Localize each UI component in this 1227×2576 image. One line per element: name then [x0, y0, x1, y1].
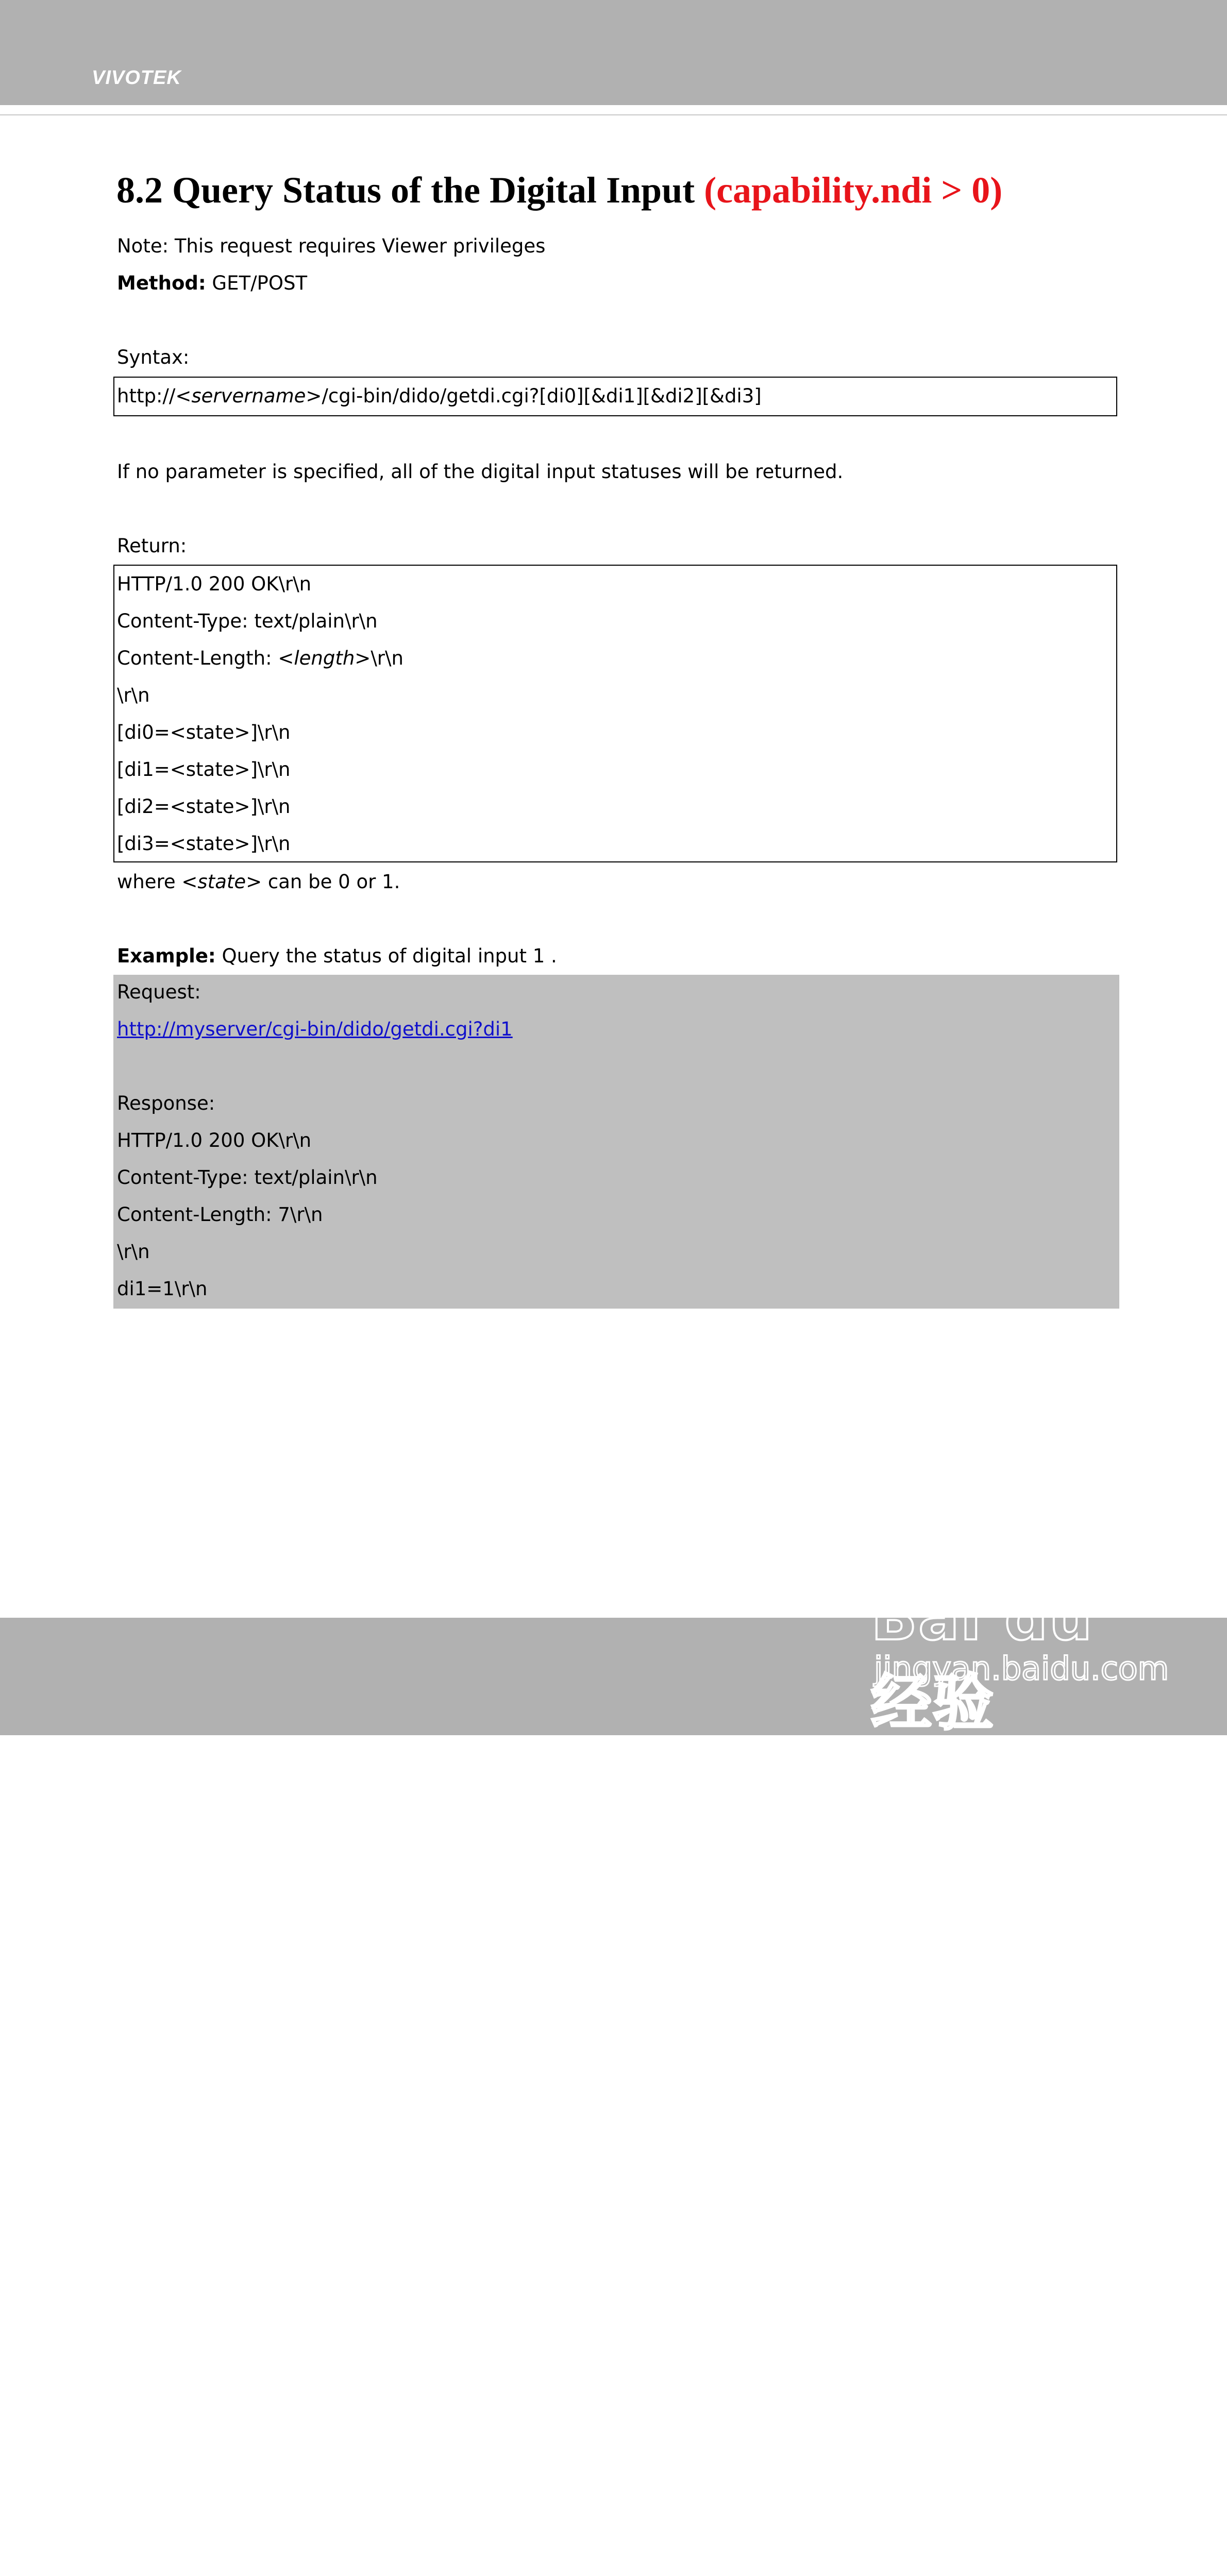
state-note: [117, 871, 400, 893]
section-title: [116, 168, 1002, 212]
syntax-url-suffix: /cgi-bin/dido/getdi.cgi?[di0][&di1][&di2][&di3]: [322, 385, 762, 407]
method-label: Method:: [117, 272, 206, 294]
return-box: [113, 565, 1117, 862]
method-line: [117, 272, 307, 295]
example-box: [113, 975, 1119, 1309]
content-length-var: <length>: [278, 647, 371, 669]
return-line: [di3=<state>]\r\n: [117, 833, 291, 855]
return-line: [di0=<state>]\r\n: [117, 721, 291, 743]
baidu-watermark: [871, 1551, 1169, 1738]
syntax-url-prefix: http://: [117, 385, 176, 407]
example-description: Query the status of digital input 1 .: [215, 945, 557, 967]
section-title-capability: (capability.ndi > 0): [704, 170, 1003, 211]
content-length-label: Content-Length:: [117, 647, 278, 669]
return-line: [di1=<state>]\r\n: [117, 758, 291, 781]
privilege-note: Note: This request requires Viewer privileges: [117, 235, 546, 257]
watermark-brand: Bai du 经验: [871, 1583, 1094, 1738]
return-content-length: [117, 647, 404, 670]
syntax-label: Syntax:: [117, 346, 190, 368]
example-label: Example:: [117, 945, 216, 967]
brand-logo: VIVOTEK: [92, 67, 181, 89]
syntax-url: [117, 385, 762, 408]
return-line: HTTP/1.0 200 OK\r\n: [117, 573, 312, 595]
response-line: di1=1\r\n: [117, 1278, 208, 1300]
no-param-note: If no parameter is specified, all of the digital input statuses will be returned.: [117, 461, 844, 483]
response-line: Content-Type: text/plain\r\n: [117, 1166, 378, 1189]
state-var: <state>: [181, 871, 262, 893]
method-value: GET/POST: [206, 272, 308, 294]
return-label: Return:: [117, 535, 187, 557]
watermark-site: jingyan.baidu.com: [874, 1650, 1169, 1687]
return-line: Content-Type: text/plain\r\n: [117, 610, 378, 632]
request-label: Request:: [117, 981, 201, 1003]
response-line: \r\n: [117, 1241, 150, 1263]
syntax-servername: <servername>: [175, 385, 322, 407]
example-heading: [117, 945, 557, 968]
return-line: \r\n: [117, 684, 150, 706]
header-divider: [0, 114, 1227, 115]
state-note-suffix: can be 0 or 1.: [262, 871, 400, 893]
request-url-line: [117, 1018, 513, 1041]
syntax-box: [113, 377, 1117, 416]
response-line: Content-Length: 7\r\n: [117, 1204, 323, 1226]
page-header: [0, 0, 1227, 105]
response-label: Response:: [117, 1092, 215, 1114]
state-note-prefix: where: [117, 871, 182, 893]
response-line: HTTP/1.0 200 OK\r\n: [117, 1129, 312, 1151]
content-length-suffix: \r\n: [371, 647, 404, 669]
request-url-link[interactable]: http://myserver/cgi-bin/dido/getdi.cgi?di1: [117, 1018, 513, 1040]
return-line: [di2=<state>]\r\n: [117, 795, 291, 818]
section-title-main: 8.2 Query Status of the Digital Input: [116, 170, 704, 211]
